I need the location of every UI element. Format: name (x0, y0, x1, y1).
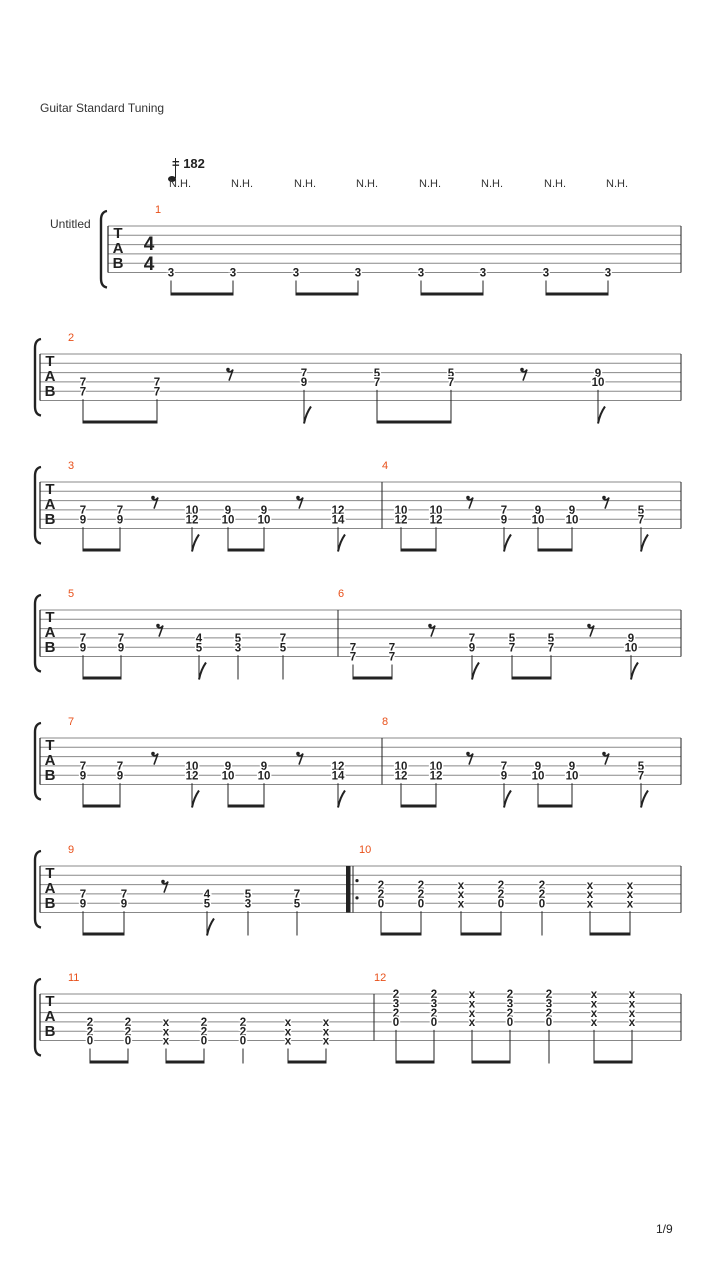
fret-number: x (322, 1017, 330, 1030)
natural-harmonic-label: N.H. (419, 178, 441, 190)
system-brace (101, 211, 107, 288)
fret-number: 2 (545, 1007, 553, 1020)
fret-number: 7 (153, 377, 161, 390)
tempo-value: = 182 (172, 156, 205, 171)
measure-number: 4 (382, 460, 389, 472)
fret-number: 7 (293, 889, 301, 902)
fret-number: 5 (508, 633, 516, 646)
natural-harmonic-label: N.H. (231, 178, 253, 190)
tab-clef-letter: B (44, 767, 56, 784)
fret-number: 7 (500, 505, 508, 518)
fret-number: x (468, 998, 476, 1011)
fret-number: 2 (506, 1007, 514, 1020)
fret-number: 2 (430, 1007, 438, 1020)
note-flag (631, 663, 638, 680)
time-signature-top: 4 (143, 234, 155, 255)
fret-number: 5 (195, 642, 203, 655)
fret-number: 10 (565, 770, 579, 783)
tab-clef-letter: B (44, 511, 56, 528)
fret-number: 7 (116, 505, 124, 518)
fret-number: 2 (497, 889, 505, 902)
fret-number: x (162, 1017, 170, 1030)
tab-clef-letter: A (44, 1008, 56, 1025)
tab-clef-letter: T (45, 481, 55, 498)
fret-number: 7 (79, 761, 87, 774)
eighth-rest-dot (151, 496, 155, 500)
note-flag (641, 791, 648, 808)
tab-clef-letter: T (45, 865, 55, 882)
fret-number: 10 (429, 505, 443, 518)
fret-number: 7 (388, 651, 396, 664)
fret-number: 2 (538, 889, 546, 902)
beam (396, 1061, 434, 1064)
eighth-rest-dot (520, 368, 524, 372)
measure-number: 6 (338, 588, 345, 600)
fret-number: 7 (468, 633, 476, 646)
fret-number: 2 (506, 989, 514, 1002)
eighth-rest-dot (602, 496, 606, 500)
repeat-dot (355, 896, 358, 899)
fret-number: 5 (637, 761, 645, 774)
fret-number: 7 (349, 642, 357, 655)
eighth-rest-dot (428, 624, 432, 628)
eighth-rest-dot (602, 752, 606, 756)
fret-number: 9 (79, 514, 87, 527)
fret-number: 12 (429, 514, 443, 527)
beam (546, 293, 608, 296)
fret-number: 0 (430, 1017, 438, 1030)
fret-number: x (586, 898, 594, 911)
beam (512, 677, 551, 680)
fret-number: 5 (203, 898, 211, 911)
note-flag (338, 791, 345, 808)
tab-clef-letter: B (112, 255, 124, 272)
fret-number: 12 (185, 514, 199, 527)
beam (538, 805, 572, 808)
tab-clef-letter: A (44, 880, 56, 897)
measure-number: 5 (68, 588, 75, 600)
fret-number: 3 (542, 267, 550, 280)
note-flag (641, 535, 648, 552)
natural-harmonic-label: N.H. (356, 178, 378, 190)
eighth-rest-dot (466, 752, 470, 756)
fret-number: 7 (79, 377, 87, 390)
fret-number: 2 (239, 1017, 247, 1030)
fret-number: 9 (534, 761, 542, 774)
fret-number: 10 (429, 761, 443, 774)
fret-number: x (457, 889, 465, 902)
fret-number: x (590, 1007, 598, 1020)
beam (171, 293, 233, 296)
fret-number: 2 (430, 989, 438, 1002)
fret-number: 10 (221, 514, 235, 527)
fret-number: 9 (79, 898, 87, 911)
fret-number: 0 (417, 898, 425, 911)
fret-number: 2 (538, 879, 546, 892)
note-flag (504, 535, 511, 552)
fret-number: 10 (531, 770, 545, 783)
fret-number: 0 (545, 1017, 553, 1030)
fret-number: 9 (79, 770, 87, 783)
fret-number: 10 (257, 514, 271, 527)
fret-number: x (590, 998, 598, 1011)
fret-number: 2 (392, 1007, 400, 1020)
note-flag (598, 407, 605, 424)
tab-clef-letter: T (45, 609, 55, 626)
fret-number: x (162, 1035, 170, 1048)
beam (421, 293, 483, 296)
fret-number: 7 (500, 761, 508, 774)
fret-number: 10 (185, 761, 199, 774)
tab-clef-letter: B (44, 1023, 56, 1040)
fret-number: 9 (224, 761, 232, 774)
fret-number: 0 (200, 1035, 208, 1048)
beam (401, 805, 436, 808)
fret-number: 0 (239, 1035, 247, 1048)
fret-number: 0 (497, 898, 505, 911)
fret-number: 4 (203, 889, 211, 902)
eighth-rest-dot (151, 752, 155, 756)
fret-number: 3 (234, 642, 242, 655)
beam (228, 805, 264, 808)
measure-number: 3 (68, 460, 75, 472)
fret-number: x (586, 879, 594, 892)
fret-number: 7 (116, 761, 124, 774)
measure-number: 7 (68, 716, 75, 728)
fret-number: 7 (508, 642, 516, 655)
measure-number: 11 (68, 972, 80, 984)
tab-clef-letter: B (44, 383, 56, 400)
fret-number: 3 (479, 267, 487, 280)
fret-number: 12 (331, 505, 345, 518)
beam (90, 1061, 128, 1064)
natural-harmonic-label: N.H. (169, 178, 191, 190)
fret-number: x (284, 1017, 292, 1030)
fret-number: 0 (392, 1017, 400, 1030)
fret-number: 2 (545, 989, 553, 1002)
measure-number: 8 (382, 716, 389, 728)
fret-number: 7 (279, 633, 287, 646)
fret-number: 12 (185, 770, 199, 783)
fret-number: x (626, 879, 634, 892)
note-flag (199, 663, 206, 680)
fret-number: 10 (257, 770, 271, 783)
fret-number: 9 (116, 770, 124, 783)
fret-number: 10 (591, 377, 605, 390)
measure-number: 12 (374, 972, 387, 984)
page-number: 1/9 (656, 1222, 673, 1236)
beam (353, 677, 392, 680)
beam (83, 933, 124, 936)
beam (594, 1061, 632, 1064)
fret-number: 0 (124, 1035, 132, 1048)
fret-number: x (457, 879, 465, 892)
fret-number: 2 (86, 1026, 94, 1039)
fret-number: 9 (534, 505, 542, 518)
fret-number: 9 (594, 367, 602, 380)
fret-number: 9 (117, 642, 125, 655)
measure-number: 9 (68, 844, 75, 856)
fret-number: x (590, 1017, 598, 1030)
note-flag (192, 791, 199, 808)
tab-clef-letter: A (112, 240, 124, 257)
fret-number: x (457, 898, 465, 911)
beam (590, 933, 630, 936)
fret-number: 5 (373, 367, 381, 380)
fret-number: 12 (394, 770, 408, 783)
eighth-rest-dot (226, 368, 230, 372)
fret-number: x (468, 1007, 476, 1020)
fret-number: 9 (300, 377, 308, 390)
fret-number: 5 (293, 898, 301, 911)
fret-number: 9 (627, 633, 635, 646)
track-name: Untitled (50, 217, 91, 231)
fret-number: 7 (547, 642, 555, 655)
beam (296, 293, 358, 296)
measure-number: 10 (359, 844, 372, 856)
fret-number: 5 (244, 889, 252, 902)
fret-number: 3 (392, 998, 400, 1011)
fret-number: x (322, 1026, 330, 1039)
tab-clef-letter: B (44, 895, 56, 912)
fret-number: 5 (447, 367, 455, 380)
natural-harmonic-label: N.H. (606, 178, 628, 190)
eighth-rest-dot (161, 880, 165, 884)
fret-number: 3 (292, 267, 300, 280)
beam (377, 421, 451, 424)
fret-number: 9 (260, 505, 268, 518)
fret-number: 9 (568, 761, 576, 774)
fret-number: 10 (394, 505, 408, 518)
fret-number: 10 (185, 505, 199, 518)
fret-number: 3 (229, 267, 237, 280)
fret-number: 3 (604, 267, 612, 280)
beam (288, 1061, 326, 1064)
tab-clef-letter: A (44, 624, 56, 641)
fret-number: x (628, 989, 636, 1002)
fret-number: x (468, 989, 476, 1002)
note-flag (472, 663, 479, 680)
fret-number: x (284, 1026, 292, 1039)
fret-number: x (626, 889, 634, 902)
fret-number: 12 (429, 770, 443, 783)
fret-number: 9 (79, 642, 87, 655)
fret-number: 0 (538, 898, 546, 911)
fret-number: 2 (124, 1017, 132, 1030)
fret-number: 7 (120, 889, 128, 902)
tab-clef-letter: B (44, 639, 56, 656)
fret-number: 2 (377, 889, 385, 902)
fret-number: 3 (244, 898, 252, 911)
fret-number: x (284, 1035, 292, 1048)
tab-clef-letter: A (44, 368, 56, 385)
fret-number: 3 (417, 267, 425, 280)
fret-number: 0 (377, 898, 385, 911)
fret-number: 7 (117, 633, 125, 646)
fret-number: 2 (497, 879, 505, 892)
fret-number: 5 (279, 642, 287, 655)
beam (83, 805, 120, 808)
natural-harmonic-label: N.H. (481, 178, 503, 190)
fret-number: 2 (377, 879, 385, 892)
fret-number: x (628, 1017, 636, 1030)
fret-number: 10 (624, 642, 638, 655)
note-flag (207, 919, 214, 936)
fret-number: 9 (500, 514, 508, 527)
tab-clef-letter: T (45, 353, 55, 370)
fret-number: x (468, 1017, 476, 1030)
note-flag (304, 407, 311, 424)
tab-clef-letter: T (45, 737, 55, 754)
fret-number: 10 (565, 514, 579, 527)
fret-number: 10 (221, 770, 235, 783)
note-flag (338, 535, 345, 552)
beam (166, 1061, 204, 1064)
fret-number: 2 (200, 1026, 208, 1039)
eighth-rest-dot (466, 496, 470, 500)
fret-number: 7 (79, 386, 87, 399)
fret-number: 0 (86, 1035, 94, 1048)
fret-number: 9 (500, 770, 508, 783)
fret-number: 2 (124, 1026, 132, 1039)
beam (228, 549, 264, 552)
repeat-thick-bar (346, 866, 351, 913)
beam (472, 1061, 510, 1064)
fret-number: 7 (349, 651, 357, 664)
tuning-label: Guitar Standard Tuning (40, 101, 165, 115)
fret-number: 14 (331, 770, 345, 783)
fret-number: 2 (239, 1026, 247, 1039)
fret-number: 3 (545, 998, 553, 1011)
tab-clef-letter: T (113, 225, 123, 242)
tab-clef-letter: A (44, 496, 56, 513)
note-flag (504, 791, 511, 808)
fret-number: 10 (531, 514, 545, 527)
fret-number: 7 (79, 633, 87, 646)
fret-number: 14 (331, 514, 345, 527)
beam (83, 421, 157, 424)
fret-number: 5 (547, 633, 555, 646)
repeat-dot (355, 879, 358, 882)
tab-clef-letter: T (45, 993, 55, 1010)
fret-number: 7 (79, 505, 87, 518)
fret-number: 7 (153, 386, 161, 399)
measure-number: 2 (68, 332, 75, 344)
fret-number: 9 (468, 642, 476, 655)
fret-number: 2 (417, 879, 425, 892)
fret-number: x (590, 989, 598, 1002)
eighth-rest-dot (587, 624, 591, 628)
measure-number: 1 (155, 204, 162, 216)
fret-number: 3 (167, 267, 175, 280)
fret-number: 9 (568, 505, 576, 518)
fret-number: 7 (373, 377, 381, 390)
fret-number: 4 (195, 633, 203, 646)
beam (538, 549, 572, 552)
fret-number: x (626, 898, 634, 911)
fret-number: 2 (392, 989, 400, 1002)
fret-number: 5 (234, 633, 242, 646)
fret-number: x (628, 1007, 636, 1020)
fret-number: 3 (430, 998, 438, 1011)
fret-number: 5 (637, 505, 645, 518)
note-flag (192, 535, 199, 552)
beam (381, 933, 421, 936)
fret-number: 2 (200, 1017, 208, 1030)
fret-number: 9 (260, 761, 268, 774)
eighth-rest-dot (296, 496, 300, 500)
fret-number: 7 (447, 377, 455, 390)
fret-number: 10 (394, 761, 408, 774)
natural-harmonic-label: N.H. (544, 178, 566, 190)
fret-number: x (322, 1035, 330, 1048)
fret-number: 9 (224, 505, 232, 518)
fret-number: x (586, 889, 594, 902)
fret-number: 7 (637, 514, 645, 527)
fret-number: 3 (354, 267, 362, 280)
fret-number: 7 (637, 770, 645, 783)
fret-number: 0 (506, 1017, 514, 1030)
beam (401, 549, 436, 552)
fret-number: 9 (116, 514, 124, 527)
beam (83, 549, 120, 552)
tab-clef-letter: A (44, 752, 56, 769)
fret-number: 3 (506, 998, 514, 1011)
fret-number: 7 (79, 889, 87, 902)
fret-number: x (628, 998, 636, 1011)
fret-number: 2 (86, 1017, 94, 1030)
beam (461, 933, 501, 936)
beam (83, 677, 121, 680)
fret-number: 7 (300, 367, 308, 380)
fret-number: 2 (417, 889, 425, 902)
eighth-rest-dot (156, 624, 160, 628)
eighth-rest-dot (296, 752, 300, 756)
fret-number: 7 (388, 642, 396, 655)
fret-number: 12 (331, 761, 345, 774)
time-signature-bottom: 4 (143, 254, 155, 275)
fret-number: 12 (394, 514, 408, 527)
fret-number: x (162, 1026, 170, 1039)
fret-number: 9 (120, 898, 128, 911)
natural-harmonic-label: N.H. (294, 178, 316, 190)
